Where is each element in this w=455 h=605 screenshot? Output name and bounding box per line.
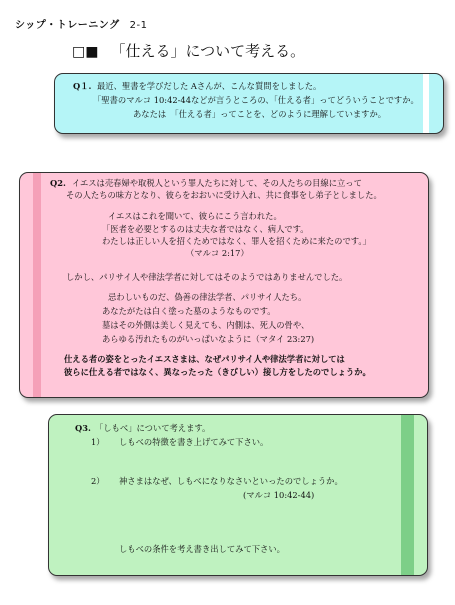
q3-item2: 神さまはなぜ、しもべになりなさいといったのでしょうか。 — [119, 476, 343, 486]
title-boxes: □■ — [72, 44, 99, 60]
q2-mid: しかし、パリサイ人や律法学者に対してはそのようではありませんでした。 — [66, 272, 348, 282]
question-2-card — [19, 172, 429, 398]
q2-quote7: あらゆる汚れたものがいっぱいなように（マタイ 23:27) — [102, 334, 315, 344]
q1-line3: あなたは 「仕える者」ってことを、どのように理解していますか。 — [133, 109, 387, 119]
q3-title: 「しもべ」について考えます。 — [95, 423, 211, 433]
q2-quote6: 墓はその外側は美しく見えても、内側は、死人の骨や、 — [102, 320, 310, 330]
page-title — [72, 40, 305, 61]
q2-quote2: 「医者を必要とするのは丈夫な者ではなく、病人です。 — [102, 224, 309, 234]
q2-question2: 彼らに仕える者ではなく、異なったった（きびしい）接し方をしたのでしょうか。 — [64, 367, 371, 377]
q2-quote5: あなたがたは白く塗った墓のようなものです。 — [102, 306, 276, 316]
title-text: 「仕える」について考える。 — [110, 42, 306, 60]
q2-strip — [33, 173, 41, 397]
q1-line1: 最近、聖書を学びだした Aさんが、こんな質問をしました。 — [97, 81, 322, 91]
q3-item1: しもべの特徴を書き上げてみて下さい。 — [119, 437, 269, 447]
q3-item1-number: 1） — [91, 437, 105, 447]
question-3-card — [48, 414, 428, 576]
q2-quote1-ref: （マルコ 2:17） — [186, 248, 249, 258]
q2-quote3: わたしは正しい人を招くためではなく、罪人を招くために来たのです。」 — [102, 236, 371, 246]
q2-intro2: その人たちの味方となり、彼らをおおいに受け入れ、共に食事をし弟子としました。 — [66, 190, 382, 200]
q2-question1: 仕える者の姿をとったイエスさまは、なぜパリサイ人や律法学者に対しては — [64, 354, 345, 364]
question-1-card — [54, 73, 444, 134]
q2-intro1: イエスは売春婦や取税人という罪人たちに対して、その人たちの目線に立って — [72, 178, 362, 188]
q3-item2-number: 2） — [91, 476, 105, 486]
q3-strip — [401, 415, 414, 575]
q2-quote4: 忌わしいものだ、偽善の律法学者、パリサイ人たち。 — [108, 292, 307, 302]
q1-strip — [423, 74, 429, 133]
q1-label: Q１. — [73, 81, 92, 91]
q3-last: しもべの条件を考え書き出してみて下さい。 — [119, 544, 285, 554]
header-title: シップ・トレーニング — [15, 20, 120, 31]
q2-quote1: イエスはこれを聞いて、彼らにこう言われた。 — [108, 211, 282, 221]
q1-line2: 「聖書のマルコ 10:42-44などが言うところの、「仕える者」ってどういうことですか。 — [93, 95, 419, 105]
header-number: 2-1 — [129, 20, 148, 31]
page-header — [15, 16, 147, 31]
q3-reference: (マルコ 10:42-44) — [243, 490, 315, 500]
q3-label: Q3. — [75, 423, 91, 433]
q2-label: Q2. — [50, 178, 66, 188]
